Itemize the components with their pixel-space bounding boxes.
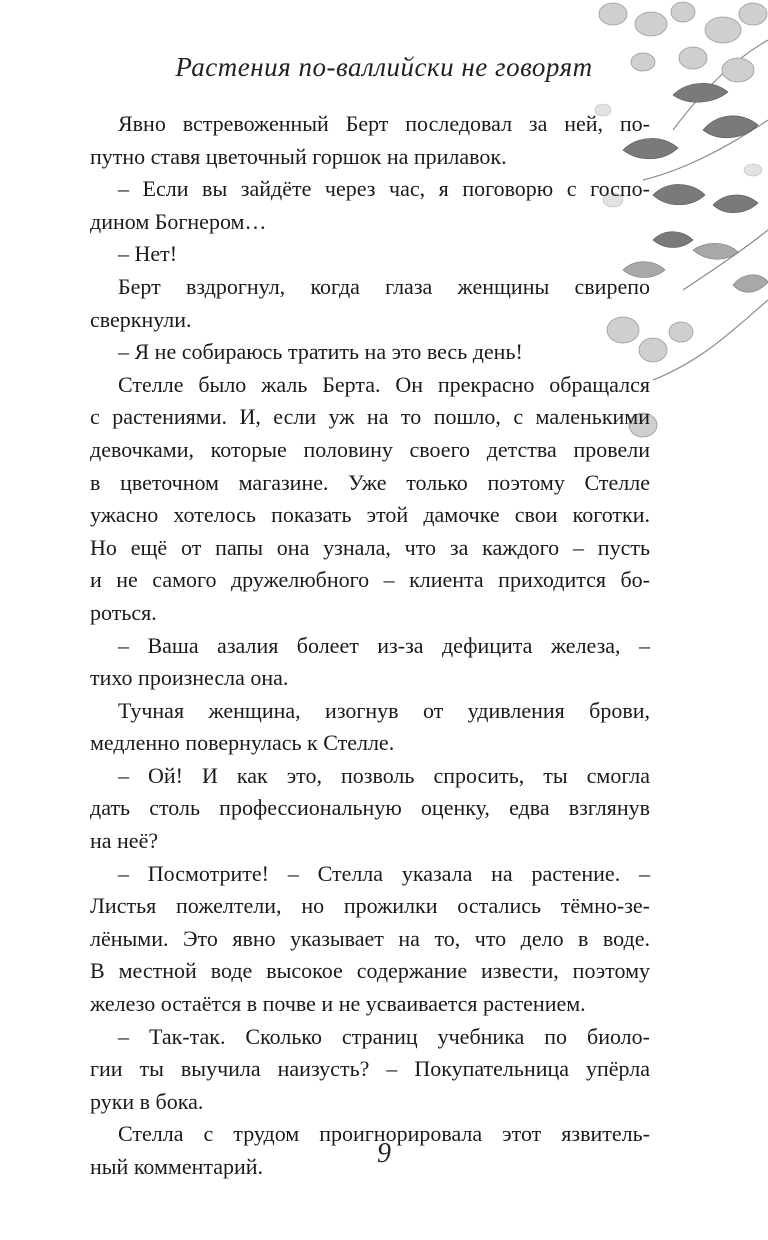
text-line: на неё?	[90, 828, 159, 854]
running-head-title: Растения по-валлийски не говорят	[175, 52, 593, 82]
text-line: и не самого дружелюбного – клиента приходится бо-	[90, 567, 650, 593]
text-line: Тучная женщина, изогнув от удивления брови,	[118, 697, 650, 723]
text-line: медленно повернулась к Стелле.	[90, 730, 395, 756]
text-line: – Нет!	[118, 241, 178, 267]
text-line: – Ой! И как это, позволь спросить, ты смогла	[118, 762, 650, 788]
text-line: лёными. Это явно указывает на то, что дело в воде.	[90, 925, 650, 951]
body-text	[90, 108, 650, 1184]
text-line: девочками, которые половину своего детства провели	[90, 436, 650, 462]
text-line: Но ещё от папы она узнала, что за каждого – пусть	[90, 534, 650, 560]
text-line: с растениями. И, если уж на то пошло, с маленькими	[90, 404, 650, 430]
text-line: ужасно хотелось показать этой дамочке свои коготки.	[90, 502, 650, 528]
text-line: Листья пожелтели, но прожилки остались тёмно-зе-	[90, 893, 650, 919]
text-line: Стелла с трудом проигнорировала этот язвитель-	[118, 1121, 650, 1147]
text-line: гии ты выучила наизусть? – Покупательница упёрла	[90, 1056, 650, 1082]
page-number: 9	[377, 1138, 391, 1169]
text-line: Берт вздрогнул, когда глаза женщины свирепо	[118, 273, 650, 299]
text-line: руки в бока.	[90, 1088, 204, 1114]
text-line: сверкнули.	[90, 306, 192, 332]
text-line: Явно встревоженный Берт последовал за ней, по-	[118, 111, 650, 136]
text-line: в цветочном магазине. Уже только поэтому Стелле	[90, 469, 650, 495]
text-line: – Если вы зайдёте через час, я поговорю с госпо-	[118, 176, 650, 202]
text-line: – Я не собираюсь тратить на это весь день!	[118, 339, 523, 365]
text-line: ный комментарий.	[90, 1154, 264, 1179]
text-line: дать столь профессиональную оценку, едва взглянув	[90, 795, 650, 821]
text-line: – Посмотрите! – Стелла указала на растение. –	[118, 860, 650, 886]
text-line: – Ваша азалия болеет из-за дефицита железа, –	[118, 632, 650, 658]
text-line: путно ставя цветочный горшок на прилавок.	[90, 143, 507, 169]
text-line: В местной воде высокое содержание извести, поэтому	[90, 958, 650, 984]
text-line: – Так-так. Сколько страниц учебника по биоло-	[118, 1023, 650, 1049]
text-line: роться.	[90, 599, 157, 625]
text-line: тихо произнесла она.	[90, 665, 289, 691]
text-line: железо остаётся в почве и не усваивается растением.	[90, 991, 586, 1017]
text-line: дином Богнером…	[90, 208, 267, 234]
text-line: Стелле было жаль Берта. Он прекрасно обращался	[118, 371, 650, 397]
